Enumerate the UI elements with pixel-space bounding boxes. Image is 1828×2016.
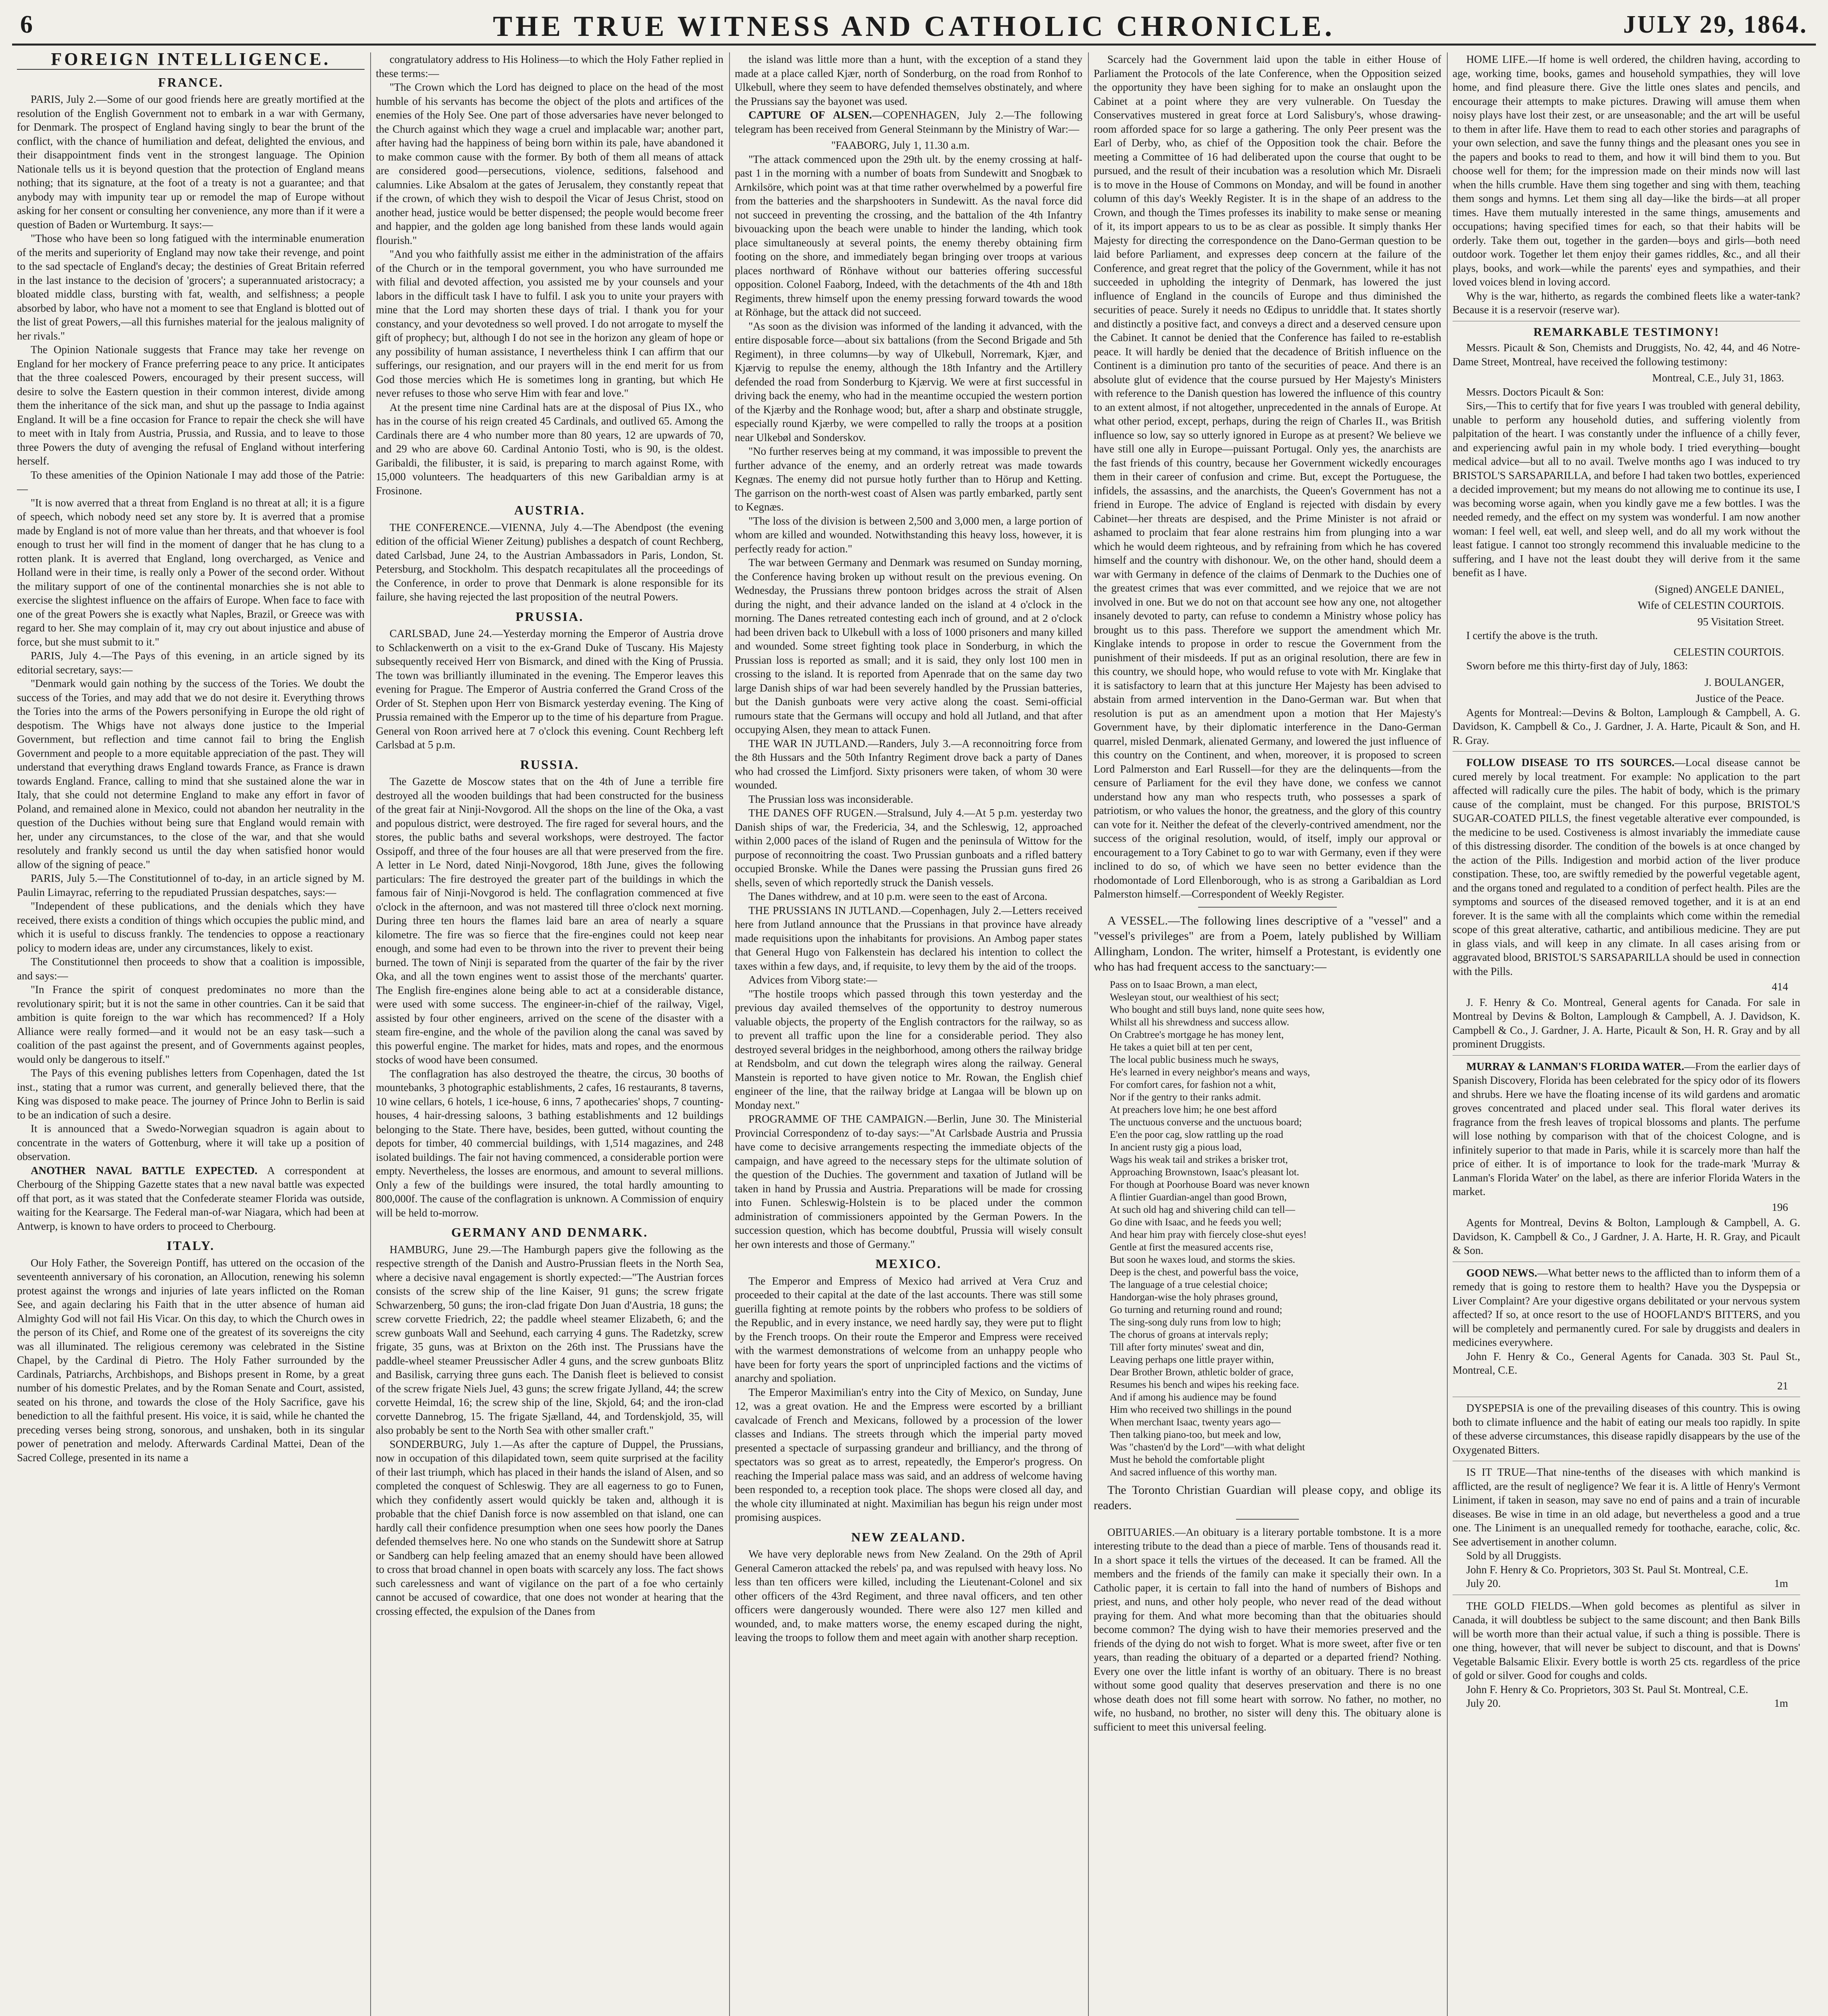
ad-paragraph: HOME LIFE.—If home is well ordered, the children having, according to age, working time, books, games and household sympathies, they will love home, and find pleasure there. Give the little ones slates and pencils, and encourage their attempts to make pictures. Drawing will amuse them when noisy plays have lost their zest, or are unseasonable; and the art will be useful to them in after life. Have them to read to each other stories and paragraphs of your own selection, and save the funny things and the pleasant ones you see in the papers and books to read to them, and how it will bind them to you. But choose well for them; for the impression made on their minds now will last when the hills crumble. Have them sing together and sing with them, teaching them songs and hymns. Let them sing all day—like the birds—at all proper times. Have them mutually interested in the same things, amusements and occupations; having specified times for each, so that their habits will be orderly. Take them out, together in the garden—boys and girls—both need outdoor work. Together let them enjoy their games riddles, &c., and all their plays, books, and work—while the parents' eyes and sympathies, and their loved voices blend in loving accord. [1453,53,1800,288]
article-paragraph: PARIS, July 5.—The Constitutionnel of to-day, in an article signed by M. Paulin Limayrac, referring to the repudiated Prussian despatches, says:— [17,872,365,898]
article-paragraph: THE CONFERENCE.—VIENNA, July 4.—The Abendpost (the evening edition of the official Wiener Zeitung) publishes a despatch of count Rechberg, dated Carlsbad, June 24, to the Austrian Ambassadors in Paris, London, St. Petersburg, and Stockholm. This despatch recapitulates all the proceedings of the Conference, in order to prove that Denmark is alone responsible for its failure, she having rejected the last proposition of the neutral Powers. [376,521,723,603]
poem-line: The local public business much he sways, [1110,1054,1279,1065]
ad-paragraph: John F. Henry & Co. Proprietors, 303 St. Paul St. Montreal, C.E. [1466,1563,1749,1576]
section-title: FOREIGN INTELLIGENCE. [17,52,365,70]
poem-line: In ancient rusty gig a pious load, [1110,1141,1242,1153]
poem-line: Nor if the gentry to their ranks admit. [1110,1091,1261,1103]
article-paragraph: At the present time nine Cardinal hats are at the disposal of Pius IX., who has in the course of his reign created 45 Cardinals, and outlived 65. Among the Cardinals there are 4 who number more than 80 years, 12 are upwards of 70, and 29 who are above 60. Cardinal Antonio Tosti, who is 90, is the oldest. Garibaldi, the filibuster, it is said, is preparing to march against Rome, with 15,000 volunteers. The headquarters of this new Garibaldian army is at Frosinone. [376,401,723,497]
ad-paragraph: FOLLOW DISEASE TO ITS SOURCES.—Local disease cannot be cured merely by local treatment. For example: No application to the part affected will radically cure the piles. The habit of body, which is the primary cause of the complaint, must be changed. For this purpose, BRISTOL'S SUGAR-COATED PILLS, the finest vegetable alterative ever compounded, is the medicine to be used. Costiveness is almost invariably the immediate cause of this distressing disorder. The condition of the bowels is at once changed by the action of the Pills. Indigestion and morbid action of the liver produce constipation. These, too, are swiftly remedied by the powerful vegetable agent, and the organs toned and regulated to a condition of perfect health. Piles are the symptoms and sources of the diseased removed together, and it is at an end forever. It is the same with all the complaints which come within the remedial scope of this great alterative, cathartic, and antibilious medicine. They are put in glass vials, and will keep in any climate. In all cases arising from or aggravated blood, BRISTOL'S SARSAPARILLA should be used in connection with the Pills. [1453,756,1800,977]
ad-paragraph: GOOD NEWS.—What better news to the afflicted than to inform them of a remedy that is going to restore them to health? Have you the Dyspepsia or Liver Complaint? Are your digestive organs debilitated or your nervous system affected? If so, at once resort to the use of HOOFLAND'S BITTERS, and you will be completely and permanently cured. For sale by druggists and dealers in medicines everywhere. [1453,1266,1800,1348]
ad-paragraph: THE GOLD FIELDS.—When gold becomes as plentiful as silver in Canada, it will doubtless be subject to the same discount; and then Bank Bills will be worth more than their actual value, if such a thing is possible. There is one thing, however, that will never be subject to discount, and that is Downs' Vegetable Balsamic Elixir. Every bottle is worth 25 cts. regardless of the price of gold or silver. Good for coughs and colds. [1453,1599,1800,1681]
divider [1236,1519,1299,1520]
article-quote: "As soon as the division was informed of the landing it advanced, with the entire disposable force—about six battalions (from the Second Brigade and 5th Regiment), in three columns—by way of Ulkebull, Norremark, Kjær, and Kjærvig to repulse the enemy, although the 18th Infantry and the Artillery defended the road from Sonderburg to Kjærvig. We were at first successful in driving back the enemy, who had in the meantime occupied the western portion of the Kjærby and the Ronhage wood; but, after a sharp and obstinate struggle, especially round Kjærby, we were compelled to rally the troops at a position near Ulkebøl and Sonderskov. [735,320,1082,444]
ad-code: 196 [1772,1201,1788,1213]
ad-code: 21 [1777,1379,1788,1392]
france-heading: FRANCE. [158,75,224,90]
poem-line: The language of a true celestial choice; [1110,1279,1268,1290]
poem-line: Then talking piano-too, but meek and low, [1110,1429,1281,1440]
article-paragraph: The conflagration has also destroyed the theatre, the circus, 30 booths of mountebanks, 3 photographic establishments, 2 cafes, 16 restaurants, 8 taverns, 10 wine cellars, 6 hotels, 1 ice-house, 6 inns, 7 apothecaries' shops, 7 counting-houses, 4 hair-dressing saloons, 3 bathing establishments and 12 buildings belonging to the State. There have, besides, been gutted, without counting the depots for timber, 40 commercial buildings, with 1,514 magazines, and 248 isolated buildings. The fair not having commenced, a considerable portion were empty. Nevertheless, the losses are enormous, and amount to several millions. Only a few of the buildings were insured, the total hardly amounting to 800,000f. The cause of the conflagration is unknown. A Commission of enquiry will be held to-morrow. [376,1067,723,1219]
poem-line: Wesleyan stout, our wealthiest of his sect; [1110,991,1279,1003]
article-paragraph: The Danes withdrew, and at 10 p.m. were seen to the east of Arcona. [748,890,1048,902]
masthead [12,7,1816,46]
poem-line: Who bought and still buys land, none quite sees how, [1110,1004,1325,1015]
poem-block [1110,979,1441,1479]
ad-signature: Justice of the Peace. [1696,692,1784,704]
ad-paragraph: Why is the war, hitherto, as regards the combined fleets like a water-tank? Because it is a reservoir (reserve war). [1453,289,1800,316]
article-quote: "Independent of these publications, and the denials which they have received, there exists a condition of things which occupies the public mind, and which it is useful to discuss frankly. The tendencies to oppose a reactionary policy to modern ideas are, under any circumstances, likely to exist. [17,900,365,954]
ad-signature: Wife of CELESTIN COURTOIS. [1638,599,1784,611]
ad-signature: J. BOULANGER, [1704,676,1784,688]
ad-paragraph: J. F. Henry & Co. Montreal, General agents for Canada. For sale in Montreal by Devins & Bolton, Lamplough & Campbell, A. J. Davidson, K. Campbell & Co., J. Gardner, J. A. Harte, Picault & Son, H. R. Gray and by all prominent Druggists. [1453,996,1800,1050]
article-paragraph: Our Holy Father, the Sovereign Pontiff, has uttered on the occasion of the seventeenth anniversary of his coronation, an Allocution, renewing his solemn protest against the wrongs and injuries of late years inflicted on the Roman See, and again declaring his Faith that in the utter absence of human aid Almighty God will not fail His Vicar. On this day, to which the Church owes in the person of its Chief, and Rome one of the greatest of its sovereigns the city was all illuminated. The religious ceremony was celebrated in the Sistine Chapel, by the Cardinal di Pietro. The Holy Father surrounded by the Cardinals, Patriarchs, Archbishops, and Bishops present in Rome, by a great number of his domestic Prelates, and by the Roman Senate and Court, assisted, seated on his throne, and towards the close of the Holy Sacrifice, gave his benediction to all the faithful present. His voice, it is said, while he chanted the preceding verses being strong, sonorous, and unshaken, both in its singular power of penetration and melody. Afterwards Cardinal Mattei, Dean of the Sacred College, presented in its name a [17,1256,365,1464]
article-paragraph: PARIS, July 4.—The Pays of this evening, in an article signed by its editorial secretary, says:— [17,650,365,676]
newspaper-title: THE TRUE WITNESS AND CATHOLIC CHRONICLE. [493,10,1335,42]
ad-paragraph: MURRAY & LANMAN'S FLORIDA WATER.—From the earlier days of Spanish Discovery, Florida has been celebrated for the spicy odor of its flowers and shrubs. Here we have the floating incense of its wild gardens and aromatic groves concentrated and placed under seal. This floral water derives its fragrance from the fresh leaves of tropical blossoms and plants. The perfume will lose nothing by comparison with that of the choicest Cologne, and is infinitely superior to that made in Paris, while it is scarcely more than half the price of either. It is of importance to look for the trade-mark 'Murray & Lanman's Florida Water' on the label, as there are inferior Florida Waters in the market. [1453,1060,1800,1198]
article-paragraph [17,1164,365,1233]
poem-line: A flintier Guardian-angel than good Brown, [1110,1191,1287,1203]
article-paragraph: SONDERBURG, July 1.—As after the capture of Duppel, the Prussians, now in occupation of this dilapidated town, seem quite surprised at the facility of their last triumph, which has placed in their hands the island of Alsen, and so completed the conquest of Schleswig. They are all eagerness to go to Funen, which they confidently assert would quickly be taken and, although it is probable that the chief Danish force is now assembled on that island, one can hardly call their confidence presumption when one sees how poorly the Danes defended themselves here. No one who stands on the Sundewitt shore at Satrup or Sandberg can help feeling amazed that an enemy should have been allowed to cross that broad channel in open boats with scarcely any loss. The fact shows such carelessness and want of vigilance on the part of a foe who certainly cannot be accused of cowardice, that one does not wonder at hearing that the crossing effected, the expulsion of the Danes from [376,1438,723,1617]
poem-line: He's learned in every neighbor's means and ways, [1110,1066,1310,1078]
article-quote: "The attack commenced upon the 29th ult. by the enemy crossing at half-past 1 in the morning with a number of boats from Sundewitt and Snogbæk to Arnkilsöre, which point was at that time rather overwhelmed by a powerful fire from the batteries and the sharpshooters in Sundewitt. As the naval force did not succeed in preventing the crossing, and the battalion of the 4th Infantry bivouacking upon the beach were unable to hinder the landing, which took place simultaneously at several points, the enemy thereby obtaining firm footing on the shore, and immediately began bringing over troops at various places northward of Rönhave without our batteries offering successful opposition. Colonel Faaborg, Indeed, with the detachments of the 4th and 18th Regiments, threw himself upon the enemy pressing forward towards the wood at Rönhage, but the attack did not succeed. [735,153,1082,318]
poem-line: The sing-song duly runs from low to high; [1110,1316,1281,1328]
article-paragraph: The Pays of this evening publishes letters from Copenhagen, dated the 1st inst., stating that a rumor was current, and generally believed there, that the King was disposed to make peace. The journey of Prince John to Berlin is said to be an indication of such a desire. [17,1067,365,1121]
ad-date: July 20. [1466,1697,1501,1709]
ad-paragraph: Sold by all Druggists. [1466,1549,1561,1562]
column-3 [735,52,1082,2016]
poem-line: For comfort cares, for fashion not a whit, [1110,1079,1276,1090]
ad-paragraph [1453,1696,1800,1710]
article-paragraph: THE DANES OFF RUGEN.—Stralsund, July 4.—At 5 p.m. yesterday two Danish ships of war, the Fredericia, 34, and the Schleswig, 12, approached within 2,000 paces of the island of Rugen and the peninsula of Wittow for the purpose of reconnoitring the coast. Two Prussian gunboats and a rifled battery occupied Bronske. While the Danes were passing the Prussian guns fired 26 shells, seven of which reportedly struck the Danish vessels. [735,807,1082,889]
ad-heading: FOLLOW DISEASE TO ITS SOURCES. [1466,756,1675,768]
poem-line: Was "chasten'd by the Lord"—with what delight [1110,1441,1305,1453]
ad-heading: REMARKABLE TESTIMONY! [1533,325,1720,339]
poem-line: Him who received two shillings in the pound [1110,1404,1292,1415]
poem-line: Go dine with Isaac, and he feeds you well; [1110,1216,1282,1228]
article-quote: "It is now averred that a threat from England is no threat at all; it is a figure of speech, which nobody need set any store by. It is averred that a promise made by England is not of more value than her threats, and that whoever is fool enough to trust her will find in the moment of danger that he has clung to a rotten plank. It is averred that England, long overcharged, as Venice and Holland were in their time, is really only a Power of the second order. Without the military support of one of the continental monarchies she is not able to exercise the slightest influence on the affairs of Europe. When face to face with one of the great Powers she is exactly what Naples, Brazil, or Greece was with regard to her. She may complain of it, may cry out about injustice and abuse of force, but she must submit to it." [17,496,365,648]
article-paragraph: Advices from Viborg state:— [748,974,878,986]
article-paragraph: HAMBURG, June 29.—The Hamburgh papers give the following as the respective strength of the Danish and Austro-Prussian fleets in the North Sea, where a decisive naval engagement is shortly expected:—"The Austrian forces consists of the screw ship of the line Kaiser, 91 guns; the screw frigate Schwarzenberg, 50 guns; the iron-clad frigate Don Juan d'Austria, 18 guns; the screw corvette Friedrich, 22; the paddle wheel steamer Elizabeth, 6; and the screw gunboats Wall and Seehund, each carrying 4 guns. The Radetzky, screw frigate, 35 guns, was at Brixton on the 26th inst. The Prussians have the paddle-wheel steamer Preussischer Adler 4 guns, and the screw gunboats Blitz and Basilisk, carrying three guns each. The Danish fleet is believed to consist of the screw frigate Niels Juel, 43 guns; the screw frigate Jylland, 44; the screw corvette Heimdal, 16; the screw ship of the line, Skjold, 64; and the iron-clad corvette Dannebrog, 15. The frigate Sjælland, 44, and Tordenskjold, 35, will also probably be sent to the North Sea with other smaller craft." [376,1243,723,1436]
ad-paragraph: John F. Henry & Co. Proprietors, 303 St. Paul St. Montreal, C.E. [1466,1683,1749,1695]
poem-line: Dear Brother Brown, athletic bolder of grace, [1110,1366,1294,1378]
article-paragraph: It is announced that a Swedo-Norwegian squadron is again about to concentrate in the waters of Gottenburg, where it will take up a position of observation. [17,1123,365,1162]
divider [1453,751,1800,752]
poem-line: Wags his weak tail and strikes a brisker trot, [1110,1154,1288,1165]
ad-dateline: Montreal, C.E., July 31, 1863. [1652,372,1784,384]
ad-paragraph: IS IT TRUE—That nine-tenths of the diseases with which mankind is afflicted, are the result of negligence? We fear it is. A little of Henry's Vermont Liniment, if taken in season, may save no end of pains and a train of incurable diseases. Be wise in time in an old adage, but nevertheless a good and a true one. The Liniment is an unequalled remedy for toothache, earache, colic, &c. See advertisement in another column. [1453,1466,1800,1548]
column-4 [1094,52,1441,2016]
new-zealand-heading: NEW ZEALAND. [851,1529,966,1544]
article-paragraph: PARIS, July 2.—Some of our good friends here are greatly mortified at the resolution of the English Government not to embark in a war with Germany, for Denmark. The prospect of England having singly to bear the brunt of the conflict, with the chance of humiliation and defeat, delighted the envious, and their disappointment finds vent in the strongest language. The Opinion Nationale tells us it is beyond question that the protection of England means nothing; that its signature, at the foot of a treaty is not a guarantee; and that anybody may with impunity tear up or remodel the map of Europe without asking for her consent or consulting her convenience, any more than if it were a question of Baden or Wurtemburg. It says:— [17,93,365,231]
poem-line: Whilst all his shrewdness and success allow. [1110,1016,1289,1028]
poem-line: Pass on to Isaac Brown, a man elect, [1110,979,1257,990]
naval-text: A correspondent at Cherbourg of the Shipping Gazette states that a new naval battle was expected off that port, as it was stated that the Confederate steamer Florida was outside, waiting for the Kearsarge. The Federal man-of-war Niagara, which had been at Antwerp, is known to have orders to proceed to Cherbourg. [17,1164,365,1232]
ad-signature: 95 Visitation Street. [1697,615,1784,628]
telegram-dateline: "FAABORG, July 1, 11.30 a.m. [831,139,970,151]
article-quote: "Those who have been so long fatigued with the interminable enumeration of the merits and superiority of England may now take their revenge, and point to the sad spectacle of England's decay; the destinies of Great Britain referred in the last instance to the decision of 'grocers'; a superannuated aristocracy; a bloated middle class, bursting with fat, wealth, and selfishness; a people absorbed by labor, who have not a moment to see that England is blotted out of the list of great Powers,—all this furnishes material for the jealous malignity of her rivals." [17,232,365,342]
ad-date: July 20. [1466,1577,1501,1589]
ad-text: From the earlier days of Spanish Discovery, Florida has been celebrated for the spicy odor of its flowers and shrubs. Here we have the floating incense of its wild gardens and aromatic groves concentrated and placed under seal. This floral water derives its fragrance from the fresh leaves of tropical blossoms and plants. The perfume will lose nothing by comparison with that of the choicest Cologne, and is infinitely superior to that made in Paris, while it is scarcely more than half the price of either. It is of importance to look for the trade-mark 'Murray & Lanman's Florida Water' on the label, as there are inferior Florida Waters in the market. [1453,1060,1800,1198]
article-paragraph: Scarcely had the Government laid upon the table in either House of Parliament the Protocols of the late Conference, when the Opposition seized the opportunity they have been sighing for to make an onslaught upon the Cabinet at a point where they are very vulnerable. On Tuesday the Conservatives mustered in great force at Lord Salisbury's, whose drawing-room afforded space for so large a gathering. The only Peer present was the Earl of Derby, who, as chief of the Opposition took the chair. Before the meeting a Committee of 16 had deliberated upon the course that ought to be pursued, and the result of their incubation was a resolution which Mr. Disraeli is to move in the House of Commons on Monday, and will be found in another column of this day's Weekly Register. It is in the shape of an address to the Crown, and though the Times professes its inability to make sense or meaning of it, its import appears to us to be as clear as possible. It simply thanks Her Majesty for directing the correspondence on the Dano-German question to be laid before Parliament, and expresses deep concern at the failure of the Conference, and great regret that the policy of the Government, while it has not succeeded in upholding the integrity of Denmark, has lowered the just influence of England in the councils of Europe and thus diminished the securities of peace. Surely it needs no Œdipus to unriddle that. It states shortly and distinctly a positive fact, and conveys a direct and a deserved censure upon the Cabinet. It cannot be denied that the Conference has failed to re-establish peace. It will hardly be denied that the decadence of British influence on the Continent is a diminution pro tanto of the securities of peace. And there is an absolute glut of evidence that the course pursued by Her Majesty's Ministers with reference to the Danish question has lowered the influence of this country to an extent almost, if not altogether, unprecedented in the annals of Europe. At what other period, except, perhaps, during the reign of Charles II., was British influence so low, say so utterly ignored in Europe as at present? We believe we have still one ally in Europe—puissant Portugal. Only yes, the anarchists are the fast friends of this country, because her Government wickedly encourages them in their career of confusion and crime. But, except the Portuguese, the infidels, the assassins, and the anarchists, the Queen's Government has not a friend in Europe. The advice of England is rejected with disdain by every Cabinet—her threats are despised, and the Prime Minister is not afraid or ashamed to proclaim that fear alone restrains him from plunging into a war which he would deem righteous, and by refraining from which he has covered himself and the country with dishonour. We, on the other hand, should deem a war with Germany in defence of the claims of Denmark to the Duchies one of the greatest crimes that was ever committed, and we rejoice that we are not involved in one. But we do not on that account see how any one, not altogether insanely devoted to party, can refuse to condemn a Ministry whose policy has brought us to this pass. Therefore we support the amendment which Mr. Kinglake intends to propose in order to rescue the Government from the punishment of their misdeeds. If put as an original resolution, there are few in this country, we should hope, who would refuse to vote with Mr. Kinglake that it is satisfactory to learn that at this juncture Her Majesty has been advised to abstain from armed intervention in the Dano-German war. But when that resolution is put as an amendment upon a motion that Her Majesty's Government have, by their diplomatic interference in the Dano-German quarrel, misled Denmark, alienated Germany, and lowered the just influence of this country on the Continent, and when, moreover, it is proposed to screen Lord Palmerston and Earl Russell—for they are the delinquents—from the censure of Parliament for the evil they have done, we confess we cannot understand how any man who respects truth, who possesses a spark of patriotism, or who values the honor, the greatness, and the glory of this country can vote for it. Neither the defeat of the cleverly-contrived amendment, nor the success of the original resolution, would, of itself, imply our approval or encouragement to a Tory Cabinet to go to war with Germany, even if they were inclined to do so, of which we have seen no better evidence than the rhodomontade of Lord Ellenborough, who is as strong a Garibaldian as Lord Palmerston himself.—Correspondent of Weekly Register. [1094,53,1441,900]
poem-line: E'en the poor cag, slow rattling up the road [1110,1129,1284,1140]
poem-line: And hear him pray with fiercely close-shut eyes! [1110,1229,1307,1240]
mexico-heading: MEXICO. [875,1256,942,1271]
divider [1198,907,1337,908]
article-paragraph: A VESSEL.—The following lines descriptive of a "vessel" and a "vessel's privileges" are from a Poem, lately published by William Allingham, London. The writer, himself a Protestant, is evidently one who has had frequent access to the sanctuary:— [1094,914,1441,973]
ad-paragraph: John F. Henry & Co., General Agents for Canada. 303 St. Paul St., Montreal, C.E. [1453,1350,1800,1376]
poem-line: At such old hag and shivering child can tell— [1110,1204,1295,1215]
article-paragraph: OBITUARIES.—An obituary is a literary portable tombstone. It is a more interesting tribute to the dead than a piece of marble. Tens of thousands read it. In a short space it tells the virtues of the deceased. It can be framed. All the members and the friends of the family can make it specially their own. In a Catholic paper, it is certain to fall into the hand of numbers of Bishops and priest, and nuns, and other holy people, who never read of the dead without praying for them. And what more becoming than that the obituaries should become common? The dying wish to have their memories preserved and the friends of the dying do not wish to forget. What is more sweet, after five or ten years, than reading the obituary of a departed or a departed friend? Nothing. Every one over the little infant is worthy of an obituary. There is no breast without some good quality that deserves preservation and there is no one whose death does not fill some heart with sorrow. No father, no mother, no wife, no husband, no brother, no sister will deny this. The obituary alone is sufficient to meet this universal feeling. [1094,1526,1441,1733]
article-paragraph: CARLSBAD, June 24.—Yesterday morning the Emperor of Austria drove to Schlackenwerth on a visit to the ex-Grand Duke of Tuscany. His Majesty subsequently received Herr von Bismarck, and dined with the King of Prussia. The town was brilliantly illuminated in the evening. The Emperor leaves this evening for Prague. The Emperor of Austria conferred the Grand Cross of the Order of St. Stephen upon Herr von Bismarck yesterday evening. The King of Prussia remained with the Emperor up to the time of his departure from Prague. General von Roon arrived here at 7 o'clock this evening. Count Rechberg left Carlsbad at 5 p.m. [376,627,723,751]
russia-heading: RUSSIA. [520,757,579,772]
article-paragraph: The Emperor and Empress of Mexico had arrived at Vera Cruz and proceeded to their capital at the date of the last accounts. There was still some guerilla fighting at remote points by the robbers who profess to be soldiers of the Republic, and in every instance, we need hardly say, they were put to flight by the French troops. On their route the Emperor and Empress were received with the warmest demonstrations of welcome from an unhappy people who have been for forty years the sport of unprincipled factions and the victims of anarchy and spoliation. [735,1275,1082,1384]
article-paragraph: The Emperor Maximilian's entry into the City of Mexico, on Sunday, June 12, was a great ovation. He and the Empress were escorted by a brilliant cavalcade of French and Mexicans, followed by a procession of the lower classes and Indians. The streets through which the imperial party moved presented a spectacle of surpassing grandeur and brilliancy, and the throng of spectators was so great as to arrest, repeatedly, the Emperor's progress. On reaching the Imperial palace mass was said, and an address of welcome having been responded to, a reception took place. The shops were closed all day, and the whole city illuminated at night. Maximilian has begun his reign under most promising auspices. [735,1386,1082,1523]
poem-line: Deep is the chest, and powerful bass the voice, [1110,1266,1299,1278]
article-paragraph: The war between Germany and Denmark was resumed on Sunday morning, the Conference having broken up without result on the previous evening. On Wednesday, the Prussians threw pontoon bridges across the strait of Alsen during the night, and their advance landed on the island at 4 o'clock in the morning. The Danes retreated contesting each inch of ground, and at 2 o'clock had been driven back to Ulkebull with a loss of 1000 prisoners and many killed and wounded. Some street fighting took place in Sonderburg, in which the Prussian loss is reported as small; and it is said, they only lost 100 men in crossing to the island. It is reported from Apenrade that on the same day two large Danish ships of war had been severely handled by the Prussian batteries, but the Danish gunboats were very active along the coast. Semi-official rumours state that the Germans will occupy and hold all Jutland, and that after occupying Alsen, they mean to attack Funen. [735,556,1082,735]
poem-line: At preachers love him; he one best afford [1110,1104,1277,1115]
column-2 [376,52,723,2016]
ad-signature: (Signed) ANGELE DANIEL, [1655,583,1784,595]
column-rule [1447,52,1448,2016]
poem-line: Approaching Brownstown, Isaac's pleasant lot. [1110,1166,1299,1178]
poem-line: Gentle at first the measured accents rise, [1110,1241,1273,1253]
article-quote: "The loss of the division is between 2,500 and 3,000 men, a large portion of whom are killed and wounded. Notwithstanding this heavy loss, however, it is perfectly ready for action." [735,514,1082,555]
poem-line: And sacred influence of this worthy man. [1110,1466,1277,1478]
article-paragraph: THE PRUSSIANS IN JUTLAND.—Copenhagen, July 2.—Letters received here from Jutland announce that the Prussians in that province have already made requisitions upon the inhabitants for provisions. An Ambog paper states that General Hugo von Falkenstein has declared his intention to collect the taxes within a few days, and, if requisite, to levy them by the aid of the troops. [735,904,1082,972]
naval-heading: ANOTHER NAVAL BATTLE EXPECTED. [31,1164,258,1177]
ad-paragraph: Sworn before me this thirty-first day of July, 1863: [1466,660,1688,672]
poem-line: Go turning and returning round and round; [1110,1304,1282,1315]
ad-text: What better news to the afflicted than to inform them of a remedy that is going to restore them to health? Have you the Dyspepsia or Liver Complaint? Are your digestive organs debilitated or your nervous system affected? If so, at once resort to the use of HOOFLAND'S BITTERS, and you will be completely and permanently cured. For sale by druggists and dealers in medicines everywhere. [1453,1266,1800,1348]
article-paragraph: The Constitutionnel then proceeds to show that a coalition is impossible, and says:— [17,956,365,982]
prussia-heading: PRUSSIA. [515,609,584,624]
germany-denmark-heading: GERMANY AND DENMARK. [451,1225,648,1239]
article-paragraph: congratulatory address to His Holiness—to which the Holy Father replied in these terms:— [376,53,723,79]
article-paragraph: To these amenities of the Opinion Nationale I may add those of the Patrie:— [17,469,365,495]
page-number: 6 [20,11,33,38]
column-rule [729,52,730,2016]
ad-paragraph: Messrs. Doctors Picault & Son: [1466,385,1604,398]
article-quote: "The Crown which the Lord has deigned to place on the head of the most humble of his servants has become the object of the plots and artifices of the enemies of the Holy See. One part of those adversaries have never belonged to the Church against which they wage a cruel and implacable war; another part, after having had the happiness of being born within its pale, have abandoned it to make common cause with the former. By both of them all means of attack are considered good—persecutions, violence, seditions, falsehood and calumnies. Like Absalom at the gates of Jerusalem, they constantly repeat that if the crown, of which they wish to despoil the Vicar of Jesus Christ, stood on another head, justice would be better dispensed; the people would become freer and happier, and the golden age long banished from these lands would again flourish." [376,81,723,246]
article-paragraph: The Gazette de Moscow states that on the 4th of June a terrible fire destroyed all the wooden buildings that had been constructed for the business of the great fair at Ninji-Novgorod. All the shops on the line of the Oka, a vast and populous district, were destroyed. The fire raged for several hours, and the stores, the public baths and several workshops, were destroyed. The factor Ossipoff, and three of the four houses are all that were preserved from the fire. A letter in Le Nord, dated Ninji-Novgorod, 18th June, gives the following particulars: The fire destroyed the greater part of the buildings in which the famous fair of Ninji-Novgorod is held. The conflagration commenced at five o'clock in the afternoon, and was not mastered till three o'clock next morning. During three ten hours the flames laid bare an area of nearly a square kilometre. The fire was so fierce that the fire-engines could not keep near enough, and some had even to be thrown into the river to prevent their being burned. The town of Ninji is separated from the quarter of the fair by the river Oka, and all the town engines went to assist those of the merchants' quarter. The English fire-engines alone being able to act at a considerable distance, were used with some success. The engineer-in-chief of the railway, Vigel, assisted by four other engineers, arrived on the scene of the disaster with a steam fire-engine, and the whole of the pavilion along the canal was saved by this powerful engine. The market for hides, mats and ropes, and the enormous stocks of wood have been consumed. [376,775,723,1066]
italy-heading: ITALY. [167,1238,215,1253]
alsen-heading: CAPTURE OF ALSEN. [748,109,872,121]
ad-code: 414 [1772,981,1788,993]
ad-code: 1m [1774,1697,1788,1709]
ad-paragraph: I certify the above is the truth. [1466,629,1598,641]
article-paragraph: the island was little more than a hunt, with the exception of a stand they made at a place called Kjær, north of Sonderburg, on the road from Ronhof to Ulkebull, where they seem to have defended themselves obstinately, and where the Prussians say the bayonet was used. [735,53,1082,107]
ad-paragraph: Agents for Montreal:—Devins & Bolton, Lamplough & Campbell, A. G. Davidson, K. Campbell & Co., J. Gardner, J. A. Harte, Picault & Son, and H. R. Gray. [1453,706,1800,746]
ad-code: 1m [1774,1577,1788,1589]
ad-signature: CELESTIN COURTOIS. [1674,646,1784,658]
article-quote: "Denmark would gain nothing by the success of the Tories. We doubt the success of the Tories, and may add that we do not desire it. Everything throws the Tories into the arms of the Powers personifying in Europe the old right of despotism. The Whigs have not always done justice to the Imperial Government, but reflection and time cannot fail to bring the English Government and people to a more equitable appreciation of the past. They will understand that everything draws England towards France, as France is drawn towards England. France, calling to mind that she sustained alone the war in Italy, that she could not determine England to make any effort in favor of Poland, and remained alone in Mexico, could not abandon her neutrality in the question of the Duchies without being sure that England would remain with her, under any circumstances, to the close of the war, and that she would resolutely and frankly second us until the day when satisfied honor would allow of the signing of peace." [17,677,365,871]
article-paragraph: We have very deplorable news from New Zealand. On the 29th of April General Cameron attacked the rebels' pa, and was repulsed with heavy loss. No less than ten officers were killed, including the Lieutenant-Colonel and six other officers of the 43rd Regiment, and three naval officers, and ten other officers were dangerously wounded. There were also 127 men killed and wounded, and, to make matters worse, the enemy escaped during the night, leaving the troops to follow them and meet again with another sharp reception. [735,1548,1082,1643]
poem-line: For though at Poorhouse Board was never known [1110,1179,1310,1190]
poem-line: Till after forty minutes' sweat and din, [1110,1341,1264,1353]
article-paragraph: CAPTURE OF ALSEN.—COPENHAGEN, July 2.—The following telegram has been received from General Steinmann by the Ministry of War:— [735,109,1082,135]
poem-line: Handorgan-wise the holy phrases ground, [1110,1291,1278,1303]
ad-paragraph: Sirs,—This to certify that for five years I was troubled with general debility, unable to perform any household duties, and suffering violently from palpitation of the heart. I was constantly under the influence of a chilly fever, and experiencing awful pain in my whole body. I tried everything—bought medical advice—but all to no avail. Twelve months ago I was induced to try BRISTOL'S SARSAPARILLA, and before I had taken two bottles, experienced a decided improvement; but my means do not allowing me to continue its use, I was becoming worse again, when you kindly gave me a few bottles. I was the needed remedy, and the effect on my system was wonderful. I am now another woman: I feel well, eat well, and sleep well, and do all my work without the least fatigue. I cannot too strongly recommend this invaluable medicine to the suffering, and I have not the least doubt they will derive from it the same benefit as I have. [1453,400,1800,579]
ad-paragraph [1453,1577,1800,1591]
issue-date: JULY 29, 1864. [1623,11,1808,38]
poem-line: Resumes his bench and wipes his reeking face. [1110,1379,1299,1390]
article-paragraph: The Opinion Nationale suggests that France may take her revenge on England for her mockery of France preferring peace to any price. It anticipates that the three coalesced Powers, encouraged by their present success, will desire to solve the Eastern question in their common interest, divide among them the inheritance of the sick man, and shut up the passage to India against England. It will be a fine occasion for France to repair the check she will have to meet with in Italy from Austria, Prussia, and Russia, and to leave to those three Powers the duty of avenging the refusal of England without interfering herself. [17,344,365,467]
ad-text: Local disease cannot be cured merely by local treatment. For example: No application to the part affected will radically cure the piles. The habit of body, which is the primary cause of the complaint, must be changed. For this purpose, BRISTOL'S SUGAR-COATED PILLS, the finest vegetable alterative ever compounded, is the medicine to be used. Costiveness is almost invariably the immediate cause of this distressing disorder. The condition of the bowels is at once changed by the action of the Pills. Indigestion and morbid action of the liver produce constipation. These, too, are swiftly remedied by the powerful vegetable agent, and the organs toned and regulated to a condition of perfect health. Piles are the symptoms and sources of the diseased removed together, and it is at an end forever. It is the same with all the complaints which come within the remedial scope of this great alterative, cathartic, and antibilious medicine. They are put in glass vials, and will keep in any climate. In all cases arising from or aggravated blood, BRISTOL'S SARSAPARILLA should be used in connection with the Pills. [1453,756,1800,977]
poem-line: On Crabtree's mortgage he has money lent, [1110,1029,1284,1040]
poem-line: When merchant Isaac, twenty years ago— [1110,1416,1281,1428]
ad-paragraph: Agents for Montreal, Devins & Bolton, Lamplough & Campbell, A. G. Davidson, K. Campbell & Co., J Gardner, J. A. Harte, H. R. Gray, and Picault & Son. [1453,1216,1800,1256]
article-quote: "And you who faithfully assist me either in the administration of the affairs of the Church or in the temporal government, you who have surrounded me with filial and devoted affection, you assisted me by your counsels and your labors in the difficult task I have to fulfil. I ask you to unite your prayers with mine that the Lord may shorten these days of trial. I thank you for your constancy, and your devotedness so well proved. I do not arrogate to myself the gift of prophecy; but, although I do not see in the horizon any gleam of hope or any possibility of human assistance, I nevertheless think I can affirm that our sufferings, our resignation, and our prayers will in the end merit for us from God those mercies which He is sometimes long in granting, but which He never refuses to those who serve Him with fear and love." [376,248,723,399]
article-quote: "No further reserves being at my command, it was impossible to prevent the further advance of the enemy, and an orderly retreat was made towards Kegnæs. The enemy did not pursue hotly further than to Hörup and Ketting. The garrison on the north-west coast of Alsen was partly embarked, partly sent to Kegnæs. [735,445,1082,513]
austria-heading: AUSTRIA. [514,503,586,517]
poem-line: The unctuous converse and the unctuous board; [1110,1116,1302,1128]
article-paragraph: THE WAR IN JUTLAND.—Randers, July 3.—A reconnoitring force from the 8th Hussars and the 50th Infantry Regiment drove back a party of Danes who had crossed the Limfjord. Sixty prisoners were taken, of whom 30 were wounded. [735,737,1082,791]
ad-paragraph: Messrs. Picault & Son, Chemists and Druggists, No. 42, 44, and 46 Notre-Dame Street, Montreal, have received the following testimony: [1453,342,1800,368]
article-paragraph: PROGRAMME OF THE CAMPAIGN.—Berlin, June 30. The Ministerial Provincial Correspondenz of to-day says:—"At Carlsbade Austria and Prussia have come to decisive arrangements respecting the immediate objects of the campaign, and have agreed to the necessary steps for the ultimate solution of the question of the Duchies. The government and taxation of Jutland will be taken in hand by Prussia and Austria. Preparations will be made for crossing into Funen. Schleswig-Holstein is to be placed under the common administration of commissioners appointed by the German Powers. In the succession question, which has become doubtful, Prussia will wisely consult her own interests and those of Germany." [735,1113,1082,1250]
column-1 [17,52,365,2016]
poem-line: He takes a quiet bill at ten per cent, [1110,1041,1253,1053]
article-paragraph: The Prussian loss was inconsiderable. [748,793,913,805]
poem-line: Must he behold the comfortable plight [1110,1454,1265,1465]
article-paragraph: The Toronto Christian Guardian will please copy, and oblige its readers. [1094,1483,1441,1512]
divider [1453,1055,1800,1056]
column-rule [1088,52,1089,2016]
poem-line: Leaving perhaps one little prayer within, [1110,1354,1274,1365]
poem-line: The chorus of groans at intervals reply; [1110,1329,1268,1340]
article-quote: "In France the spirit of conquest predominates no more than the revolutionary spirit; but it is not the same in other countries. Can it be said that ambition is quite foreign to the war which has recommenced? If a Holy Alliance were really formed—and it would not be an easy task—such a coalition of the past against the present, and of Governments against peoples, would only be dangerous to itself." [17,983,365,1065]
ad-paragraph: DYSPEPSIA is one of the prevailing diseases of this country. This is owing both to climate influence and the habit of eating our meals too rapidly. In spite of these adverse circumstances, this disease rapidly disappears by the use of the Oxygenated Bitters. [1453,1402,1800,1456]
column-rule [370,52,371,2016]
article-quote: "The hostile troops which passed through this town yesterday and the previous day availed themselves of the opportunity to destroy numerous valuable objects, the property of the English contractors for the railway, so as to prevent all traffic upon the line for a considerable period. They also destroyed several bridges in the neighborhood, among others the railway bridge at Rendsbolm, and cut down the telegraph wires along the railway. General Manstein is reported to have given notice to Mr. Rowan, the English chief engineer of the line, that the railway bridge at Langaa will be blown up on Monday next." [735,987,1082,1111]
poem-line: And if among his audience may be found [1110,1391,1277,1403]
poem-line: But soon he waxes loud, and storms the skies. [1110,1254,1295,1265]
ad-heading: GOOD NEWS. [1466,1266,1537,1279]
alsen-text: COPENHAGEN, July 2.—The following telegram has been received from General Steinmann by the Ministry of War:— [735,109,1082,135]
ad-heading: MURRAY & LANMAN'S FLORIDA WATER. [1466,1060,1684,1073]
column-5 [1453,52,1800,2016]
